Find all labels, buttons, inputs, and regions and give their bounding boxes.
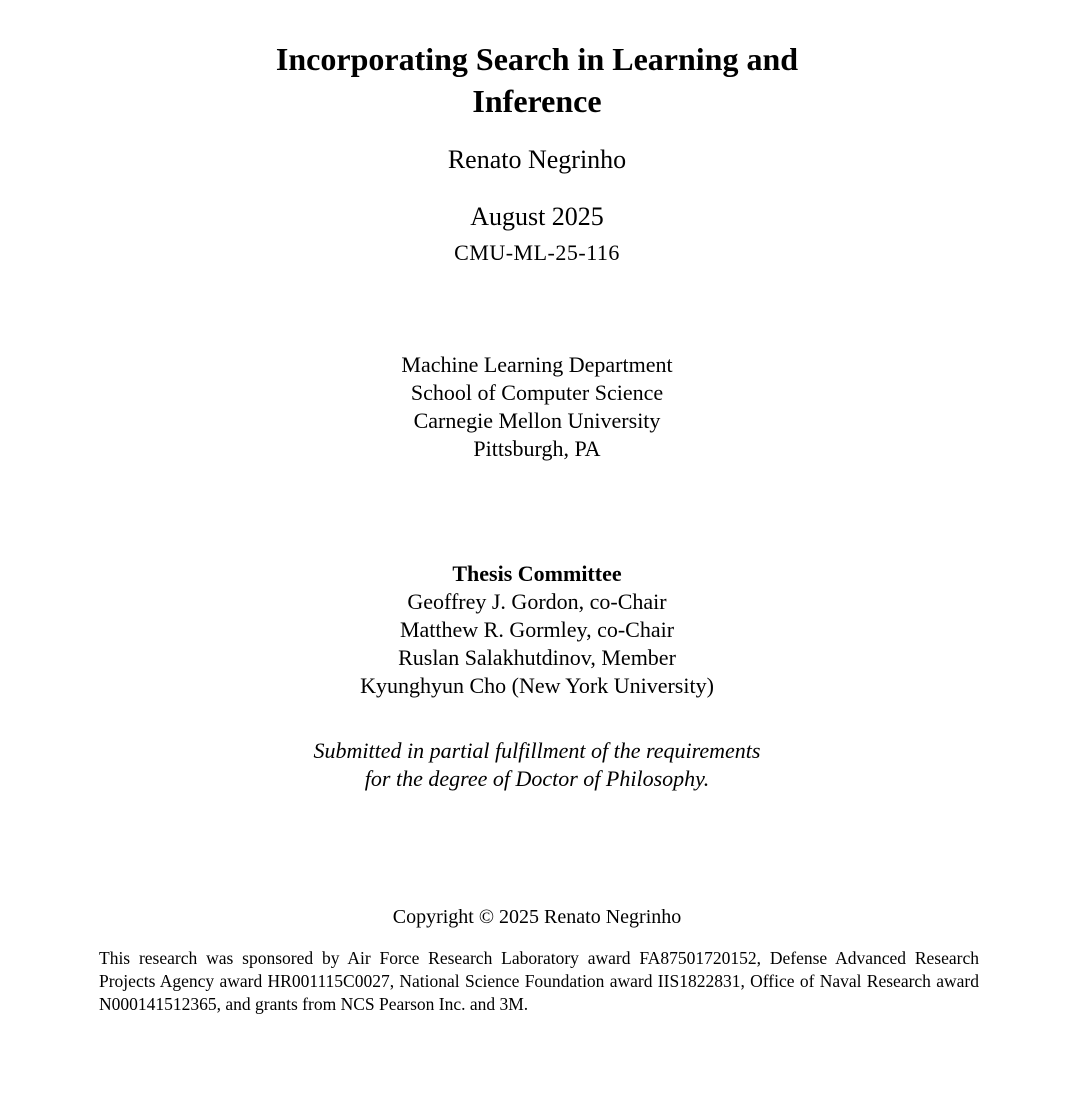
committee-member: Ruslan Salakhutdinov, Member <box>398 645 676 670</box>
funding-acknowledgment: This research was sponsored by Air Force Research Laboratory award FA87501720152, Defense Advanced Research Projects Agency award HR001115C0027, National Science Foundation award IIS1822831, Office of Naval Research award N000141512365, and grants from NCS Pearson Inc. and 3M. <box>99 948 979 1014</box>
submission-statement <box>0 737 1074 793</box>
affiliation-block <box>0 351 1074 463</box>
committee-member: Kyunghyun Cho (New York University) <box>360 673 714 698</box>
thesis-committee <box>0 560 1074 700</box>
affiliation-department: Machine Learning Department <box>401 352 673 377</box>
report-number: CMU-ML-25-116 <box>454 240 620 265</box>
thesis-title <box>0 38 1074 122</box>
affiliation-school: School of Computer Science <box>410 380 664 405</box>
committee-member: Matthew R. Gormley, co-Chair <box>399 617 675 642</box>
committee-member: Geoffrey J. Gordon, co-Chair <box>407 589 667 614</box>
submission-statement-line-2: for the degree of Doctor of Philosophy. <box>364 766 710 791</box>
affiliation-university: Carnegie Mellon University <box>413 408 661 433</box>
copyright-notice: Copyright © 2025 Renato Negrinho <box>392 906 682 928</box>
author-name: Renato Negrinho <box>447 145 627 174</box>
thesis-title-line-2: Inference <box>472 83 602 119</box>
submission-statement-line-1: Submitted in partial fulfillment of the requirements <box>313 738 761 763</box>
affiliation-location: Pittsburgh, PA <box>473 436 601 461</box>
committee-heading: Thesis Committee <box>452 561 622 586</box>
publication-date: August 2025 <box>470 202 604 231</box>
thesis-title-line-1: Incorporating Search in Learning and <box>275 41 799 77</box>
